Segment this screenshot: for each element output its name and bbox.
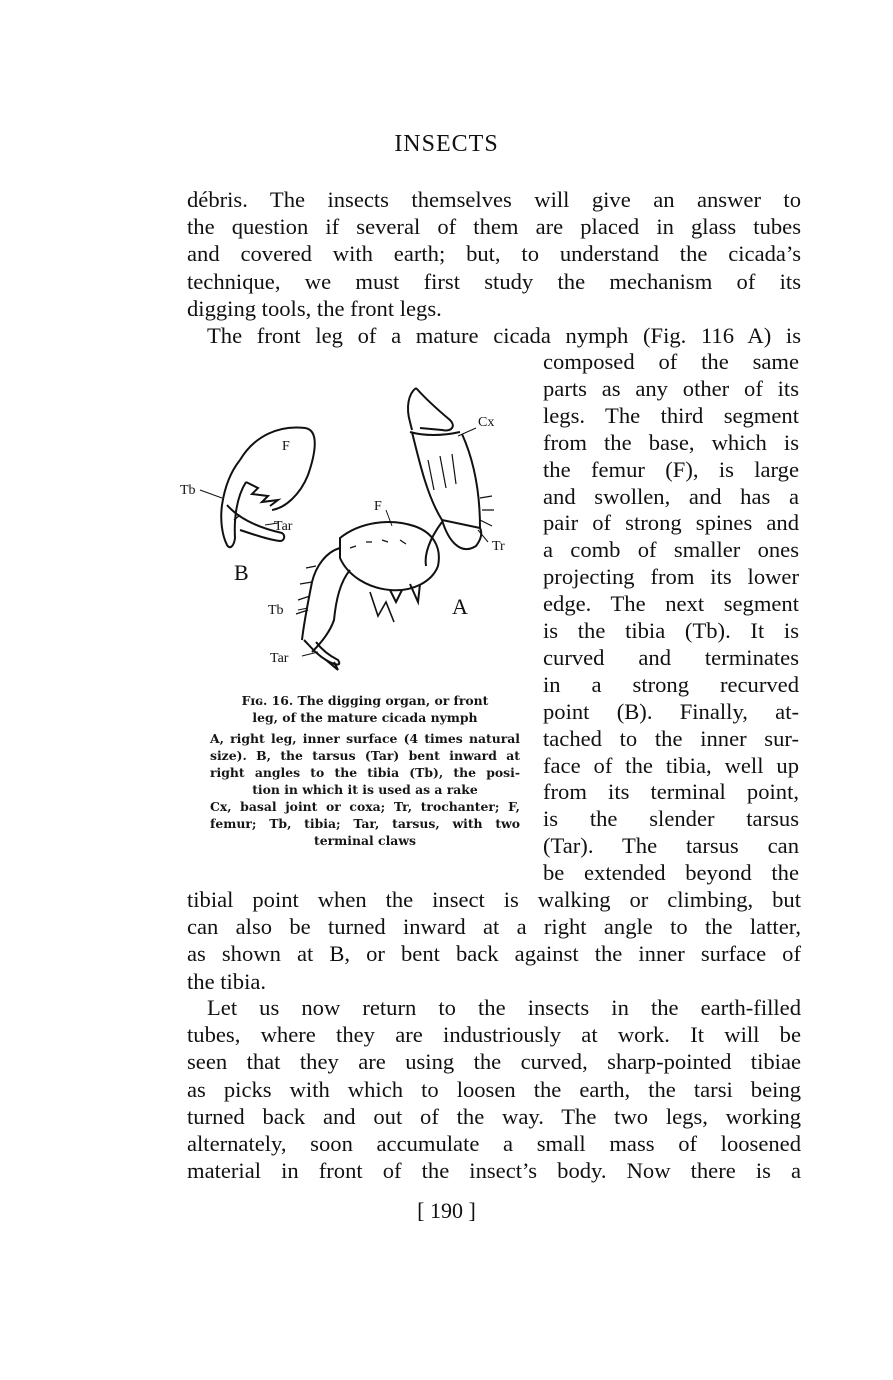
text-line: the femur (F), is large	[543, 456, 799, 482]
text-line: and swollen, and has a	[543, 483, 799, 509]
text-line: the tibia.	[187, 968, 267, 994]
text-line: alternately, soon accumulate a small mass of loosened	[187, 1131, 801, 1156]
label-b: B	[234, 560, 249, 585]
caption-line: femur; Tb, tibia; Tar, tarsus, with two	[210, 816, 520, 831]
text-line: and covered with earth; but, to understand the cicada’s	[187, 241, 801, 267]
text-line: turned back and out of the way. The two legs, working	[187, 1103, 801, 1129]
figure-a-drawing	[296, 388, 494, 670]
text-line: curved and terminates	[543, 644, 799, 670]
label-tibia-b: Tb	[180, 483, 196, 498]
text-line: tached to the inner sur-	[543, 725, 799, 751]
text-line: seen that they are using the curved, sharp-pointed tibiae	[187, 1049, 801, 1075]
caption-line: size). B, the tarsus (Tar) bent inward at	[210, 748, 520, 763]
text-line: The front leg of a mature cicada nymph (Fig. 116 A) is	[207, 323, 801, 348]
text-line: point (B). Finally, at-	[543, 698, 799, 724]
label-tarsus-b: Tar	[274, 519, 293, 534]
label-femur-b: F	[282, 439, 290, 454]
text-line: digging tools, the front legs.	[187, 295, 442, 321]
text-line: technique, we must first study the mechanism of its	[187, 268, 801, 294]
caption-line: right angles to the tibia (Tb), the posi-	[210, 765, 520, 780]
text-line: pair of strong spines and	[543, 510, 799, 536]
text-line: (Tar). The tarsus can	[543, 833, 799, 859]
text-line: the question if several of them are placed in glass tubes	[187, 214, 801, 240]
text-line: is the tibia (Tb). It is	[543, 618, 799, 643]
caption-line: tion in which it is used as a rake	[252, 782, 478, 797]
page-number: [ 190 ]	[417, 1198, 476, 1223]
caption-line: A, right leg, inner surface (4 times natural	[210, 731, 520, 746]
text-line: is the slender tarsus	[543, 806, 799, 832]
figure-b-drawing	[221, 427, 315, 547]
text-line: a comb of smaller ones	[543, 537, 799, 563]
text-line: be extended beyond the	[543, 860, 799, 886]
caption-line: terminal claws	[314, 833, 416, 848]
text-line: in a strong recurved	[543, 671, 799, 697]
label-tarsus-a: Tar	[270, 651, 289, 666]
caption-line: Cx, basal joint or coxa; Tr, trochanter; F,	[210, 799, 520, 814]
figure-leader-lines	[200, 428, 488, 656]
text-line: edge. The next segment	[543, 591, 799, 617]
text-line: from the base, which is	[543, 429, 799, 455]
label-a: A	[452, 594, 468, 619]
text-line: material in front of the insect’s body. Now there is a	[187, 1158, 801, 1184]
text-line: face of the tibia, well up	[543, 752, 799, 778]
text-line: as shown at B, or bent back against the inner surface of	[187, 941, 801, 967]
caption-line: Fɪɢ. 16. The digging organ, or front	[241, 693, 489, 708]
text-line: can also be turned inward at a right angle to the latter,	[187, 914, 801, 940]
figure-caption	[210, 692, 520, 849]
text-line: projecting from its lower	[543, 564, 799, 590]
running-title: INSECTS	[394, 131, 499, 157]
text-line: composed of the same	[543, 349, 799, 374]
text-line: débris. The insects themselves will give an answer to	[187, 187, 801, 212]
label-tibia-a: Tb	[268, 603, 284, 618]
text-line: parts as any other of its	[543, 375, 799, 401]
text-line: as picks with which to loosen the earth, the tarsi being	[187, 1076, 801, 1102]
caption-line: leg, of the mature cicada nymph	[252, 710, 478, 725]
text-line: from its terminal point,	[543, 779, 799, 805]
text-line: tubes, where they are industriously at work. It will be	[187, 1022, 801, 1048]
text-line: legs. The third segment	[543, 402, 799, 428]
label-trochanter: Tr	[492, 539, 505, 554]
cicada-leg-figure	[180, 370, 530, 690]
label-femur-a: F	[374, 499, 382, 514]
text-line: Let us now return to the insects in the earth-filled	[207, 995, 801, 1020]
text-line: tibial point when the insect is walking or climbing, but	[187, 887, 801, 912]
label-coxa: Cx	[478, 415, 495, 430]
